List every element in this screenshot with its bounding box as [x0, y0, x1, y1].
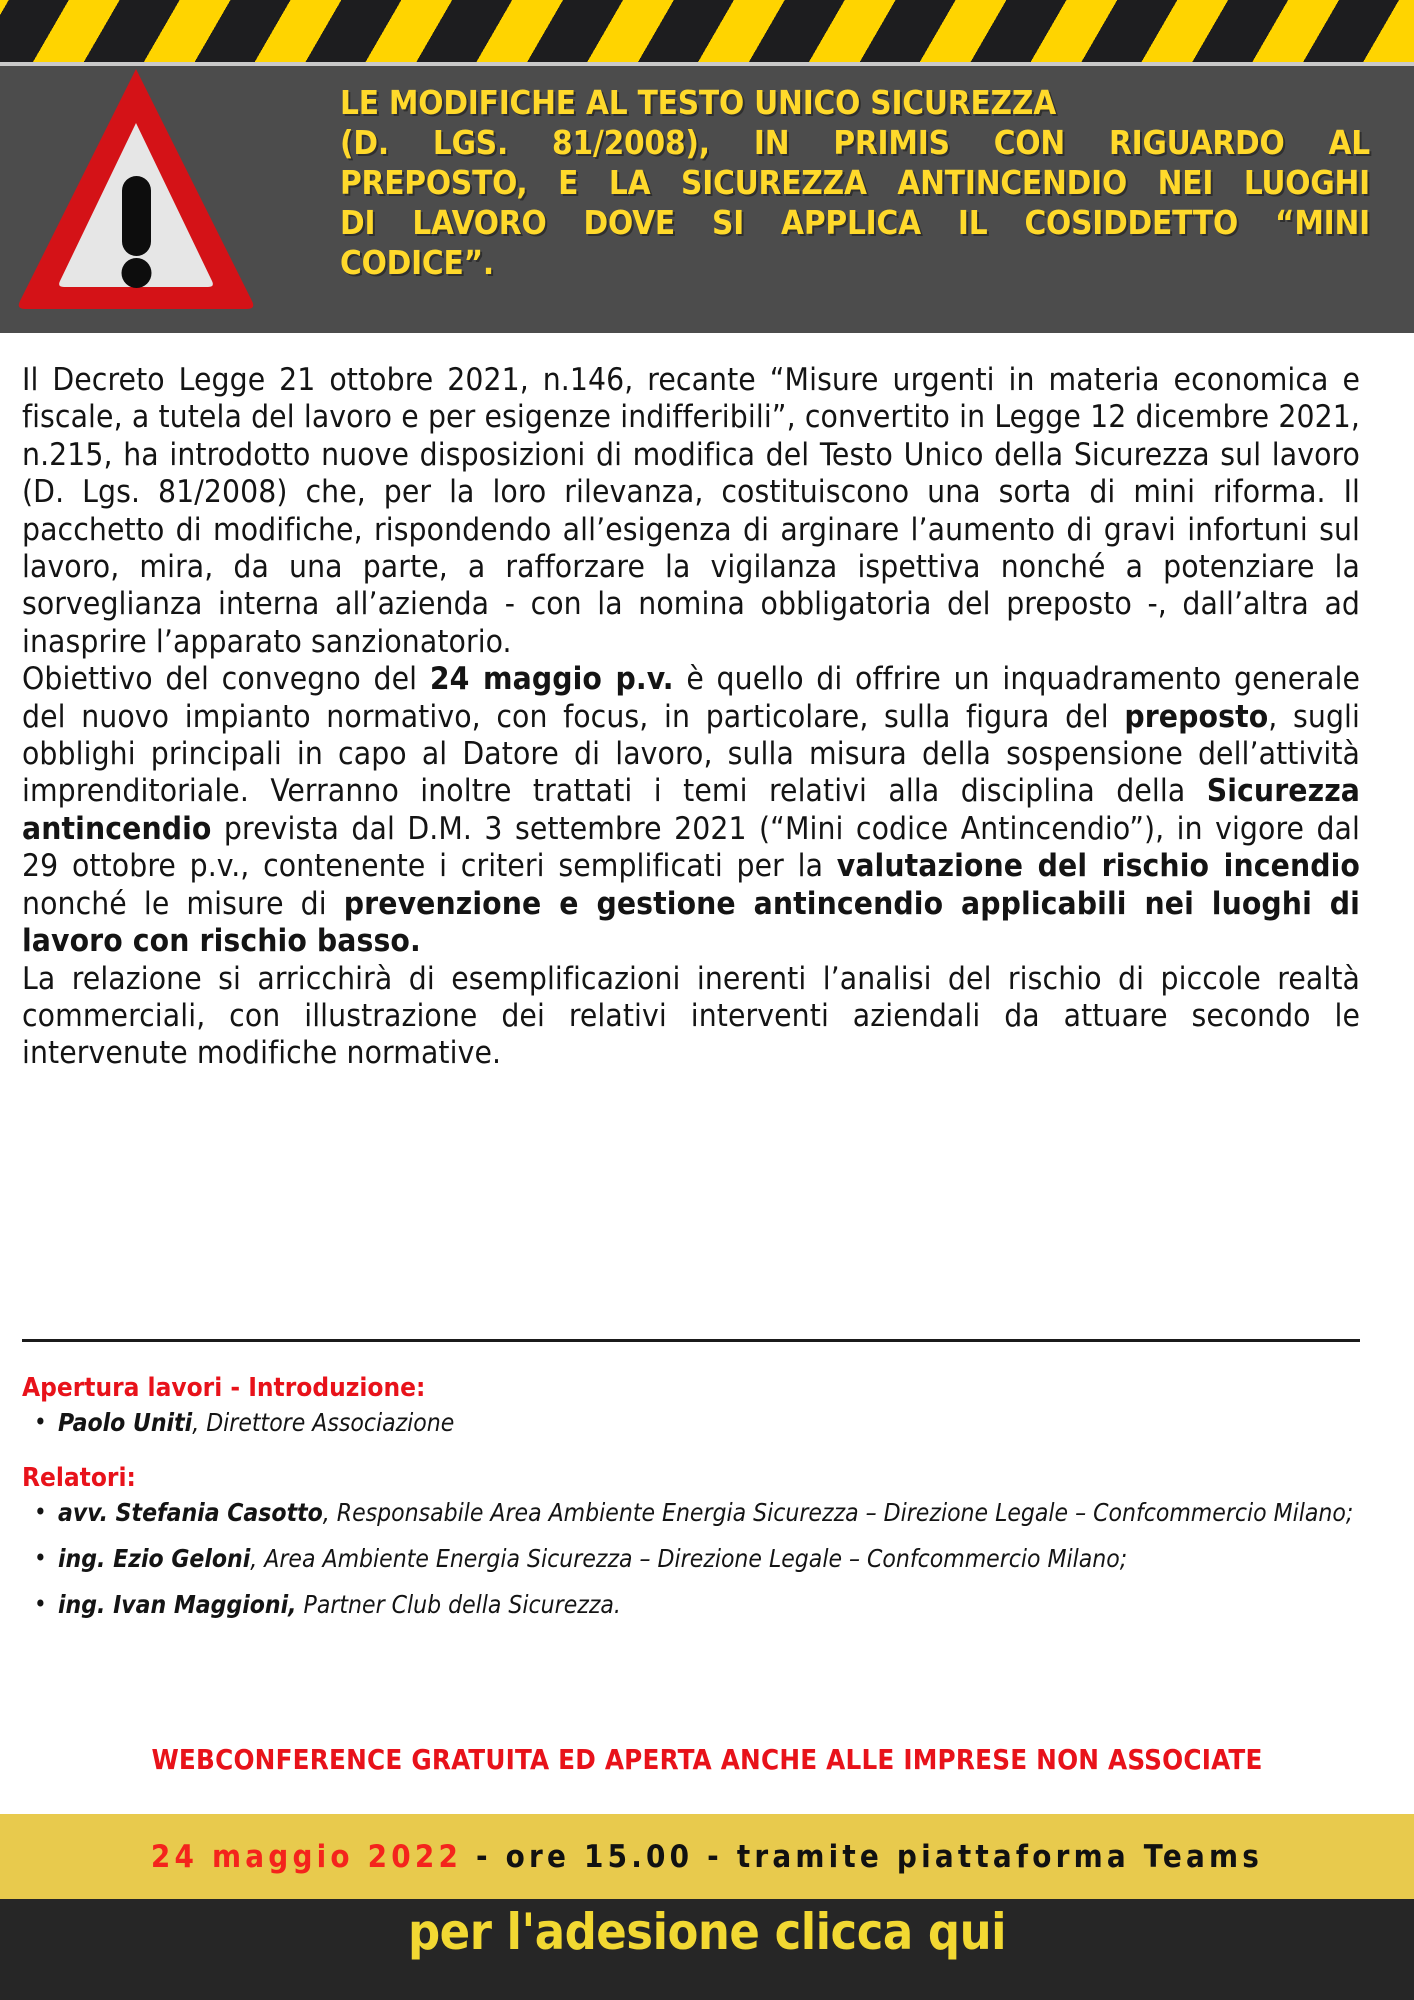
warning-triangle-icon [16, 63, 256, 313]
obj-preposto-bold: preposto [1124, 698, 1269, 735]
list-item [22, 1544, 1382, 1574]
speaker-role: , Responsabile Area Ambiente Energia Sicurezza – Direzione Legale – Confcommercio Milano; [322, 1498, 1354, 1527]
event-date: 24 maggio 2022 [150, 1838, 463, 1875]
obj-sicurezza-bold: Sicurezza antincendio [22, 773, 1360, 847]
obj-date-bold: 24 maggio p.v. [429, 661, 674, 698]
title-line-1: LE MODIFICHE AL TESTO UNICO SICUREZZA [340, 83, 1056, 122]
list-item [22, 1408, 1382, 1438]
relatori-heading: Relatori: [22, 1463, 136, 1493]
hazard-stripe-band [0, 0, 1414, 62]
intro-paragraph [22, 362, 1360, 661]
section-divider [22, 1339, 1360, 1342]
date-time-text [151, 1839, 1263, 1875]
relatori-list [22, 1498, 1382, 1620]
obj-prevenzione-bold: prevenzione e gestione antincendio applicabili nei luoghi di lavoro con rischio basso. [22, 885, 1360, 960]
title-line-3: PREPOSTO, E LA SICUREZZA ANTINCENDIO NEI LUOGHI [340, 163, 1370, 202]
obj-seg-e: , sugli obblighi principali in capo al Datore di lavoro, sulla misura della sospensione dell’attività imprenditoriale. Verranno inoltre trattati i temi relativi alla disciplina della [22, 698, 1361, 810]
obj-seg-c: è quello di offrire un inquadramento generale del nuovo impianto normativo, con focus, in particolare, sulla figura del [22, 661, 1360, 735]
event-time-platform: - ore 15.00 - tramite piattaforma Teams [462, 1838, 1264, 1875]
free-webconference-notice: WEBCONFERENCE GRATUITA ED APERTA ANCHE ALLE IMPRESE NON ASSOCIATE [151, 1744, 1263, 1776]
obj-seg-g: prevista dal D.M. 3 settembre 2021 (“Mini codice Antincendio”), in vigore dal 29 ottobre p.v., contenente i criteri semplificati per la [22, 810, 1360, 885]
list-item [22, 1590, 1382, 1620]
title-line-2: (D. LGS. 81/2008), IN PRIMIS CON RIGUARDO AL [340, 123, 1370, 162]
speaker-name: avv. Stefania Casotto [58, 1498, 323, 1527]
body-content [22, 362, 1360, 1073]
closing-paragraph [22, 961, 1360, 1073]
registration-link[interactable]: per l'adesione clicca qui [407, 1903, 1007, 1961]
list-item [22, 1498, 1382, 1528]
header-banner [0, 66, 1414, 333]
intro-text: Il Decreto Legge 21 ottobre 2021, n.146, recante “Misure urgenti in materia economica e fiscale, a tutela del lavoro e per esigenze indifferibili”, convertito in Legge 12 dicembre 2021, n.215, ha introdotto nuove disposizioni di modifica del Testo Unico della Sicurezza sul lavoro (D. Lgs. 81/2008) che, per la loro rilevanza, costituiscono una sorta di mini riforma. Il pacchetto di modifiche, rispondendo all’esigenza di arginare l’aumento di gravi infortuni sul lavoro, mira, da una parte, a rafforzare la vigilanza ispettiva nonché a potenziare la sorveglianza interna all’azienda - con la nomina obbligatoria del preposto -, dall’altra ad inasprire l’apparato sanzionatorio. [22, 362, 1360, 660]
obj-seg-a: Obiettivo del convegno del [22, 661, 430, 698]
cta-footer-bar [0, 1899, 1414, 2000]
speaker-name: Paolo Uniti [58, 1408, 193, 1437]
objective-paragraph [22, 661, 1360, 960]
obj-seg-i: nonché le misure di [22, 885, 344, 922]
speaker-role: Partner Club della Sicurezza. [296, 1590, 621, 1619]
title-line-4: DI LAVORO DOVE SI APPLICA IL COSIDDETTO “MINI [340, 203, 1370, 242]
speaker-name: ing. Ivan Maggioni, [58, 1590, 297, 1619]
speakers-section [22, 1372, 1382, 1620]
speaker-name: ing. Ezio Geloni [58, 1544, 251, 1573]
closing-text: La relazione si arricchirà di esemplificazioni inerenti l’analisi del rischio di piccole realtà commerciali, con illustrazione dei relativi interventi aziendali da attuare secondo le intervenute modifiche normative. [22, 960, 1360, 1072]
title-line-5: CODICE”. [340, 243, 494, 282]
opening-heading: Apertura lavori - Introduzione: [22, 1373, 426, 1403]
date-time-banner [0, 1814, 1414, 1899]
obj-valutazione-bold: valutazione del rischio incendio [836, 848, 1360, 885]
speaker-role: , Direttore Associazione [192, 1408, 455, 1437]
speaker-role: , Area Ambiente Energia Sicurezza – Direzione Legale – Confcommercio Milano; [250, 1544, 1128, 1573]
opening-speaker-list [22, 1408, 1382, 1438]
page-title [340, 83, 1370, 283]
